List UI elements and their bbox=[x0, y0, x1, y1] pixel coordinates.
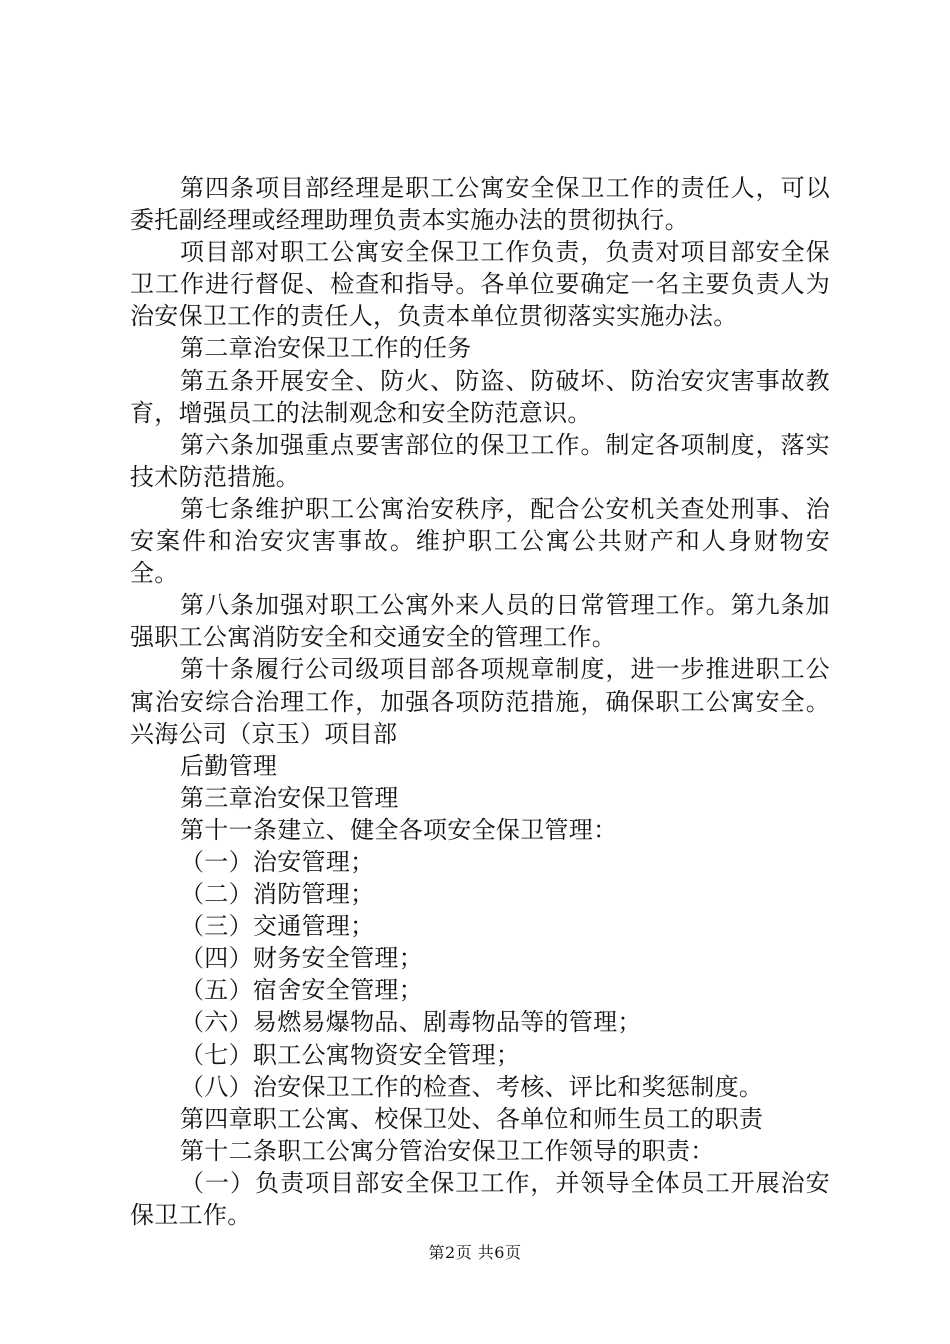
list-item: （四）财务安全管理； bbox=[180, 944, 423, 973]
article-6-paragraph: 第六条加强重点要害部位的保卫工作。制定各项制度，落实技术防范措施。 bbox=[130, 430, 830, 491]
list-item: （七）职工公寓物资安全管理； bbox=[180, 1040, 521, 1069]
list-item: （二）消防管理； bbox=[180, 880, 375, 909]
article-4-paragraph: 第四条项目部经理是职工公寓安全保卫工作的责任人，可以委托副经理或经理助理负责本实施办法的贯彻执行。 bbox=[130, 174, 830, 235]
article-10-paragraph: 第十条履行公司级项目部各项规章制度，进一步推进职工公寓治安综合治理工作，加强各项防范措施，确保职工公寓安全。兴海公司（京玉）项目部 bbox=[130, 655, 830, 748]
chapter-4-heading: 第四章职工公寓、校保卫处、各单位和师生员工的职责 bbox=[180, 1104, 764, 1133]
document-body bbox=[130, 172, 830, 1231]
chapter-3-heading: 第三章治安保卫管理 bbox=[180, 783, 399, 812]
list-item: （六）易燃易爆物品、剧毒物品等的管理； bbox=[180, 1008, 642, 1037]
article-8-9-paragraph: 第八条加强对职工公寓外来人员的日常管理工作。第九条加强职工公寓消防安全和交通安全的管理工作。 bbox=[130, 591, 830, 652]
chapter-2-heading: 第二章治安保卫工作的任务 bbox=[180, 334, 472, 363]
page-number-footer: 第2页 共6页 bbox=[428, 1243, 522, 1262]
article-7-paragraph: 第七条维护职工公寓治安秩序，配合公安机关查处刑事、治安案件和治安灾害事故。维护职工公寓公共财产和人身财物安全。 bbox=[130, 494, 830, 588]
logistics-management-line: 后勤管理 bbox=[180, 751, 278, 780]
list-item: （五）宿舍安全管理； bbox=[180, 976, 423, 1005]
list-item: （一）治安管理； bbox=[180, 847, 375, 876]
project-responsibility-paragraph: 项目部对职工公寓安全保卫工作负责，负责对项目部安全保卫工作进行督促、检查和指导。各单位要确定一名主要负责人为治安保卫工作的责任人，负责本单位贯彻落实实施办法。 bbox=[130, 238, 830, 331]
duty-1-paragraph: （一）负责项目部安全保卫工作，并领导全体员工开展治安保卫工作。 bbox=[130, 1168, 830, 1229]
article-5-paragraph: 第五条开展安全、防火、防盗、防破坏、防治安灾害事故教育，增强员工的法制观念和安全防范意识。 bbox=[130, 366, 830, 427]
list-item: （三）交通管理； bbox=[180, 912, 375, 941]
list-item: （八）治安保卫工作的检查、考核、评比和奖惩制度。 bbox=[180, 1072, 764, 1101]
article-12-paragraph: 第十二条职工公寓分管治安保卫工作领导的职责： bbox=[180, 1136, 715, 1165]
article-11-paragraph: 第十一条建立、健全各项安全保卫管理： bbox=[180, 815, 618, 844]
